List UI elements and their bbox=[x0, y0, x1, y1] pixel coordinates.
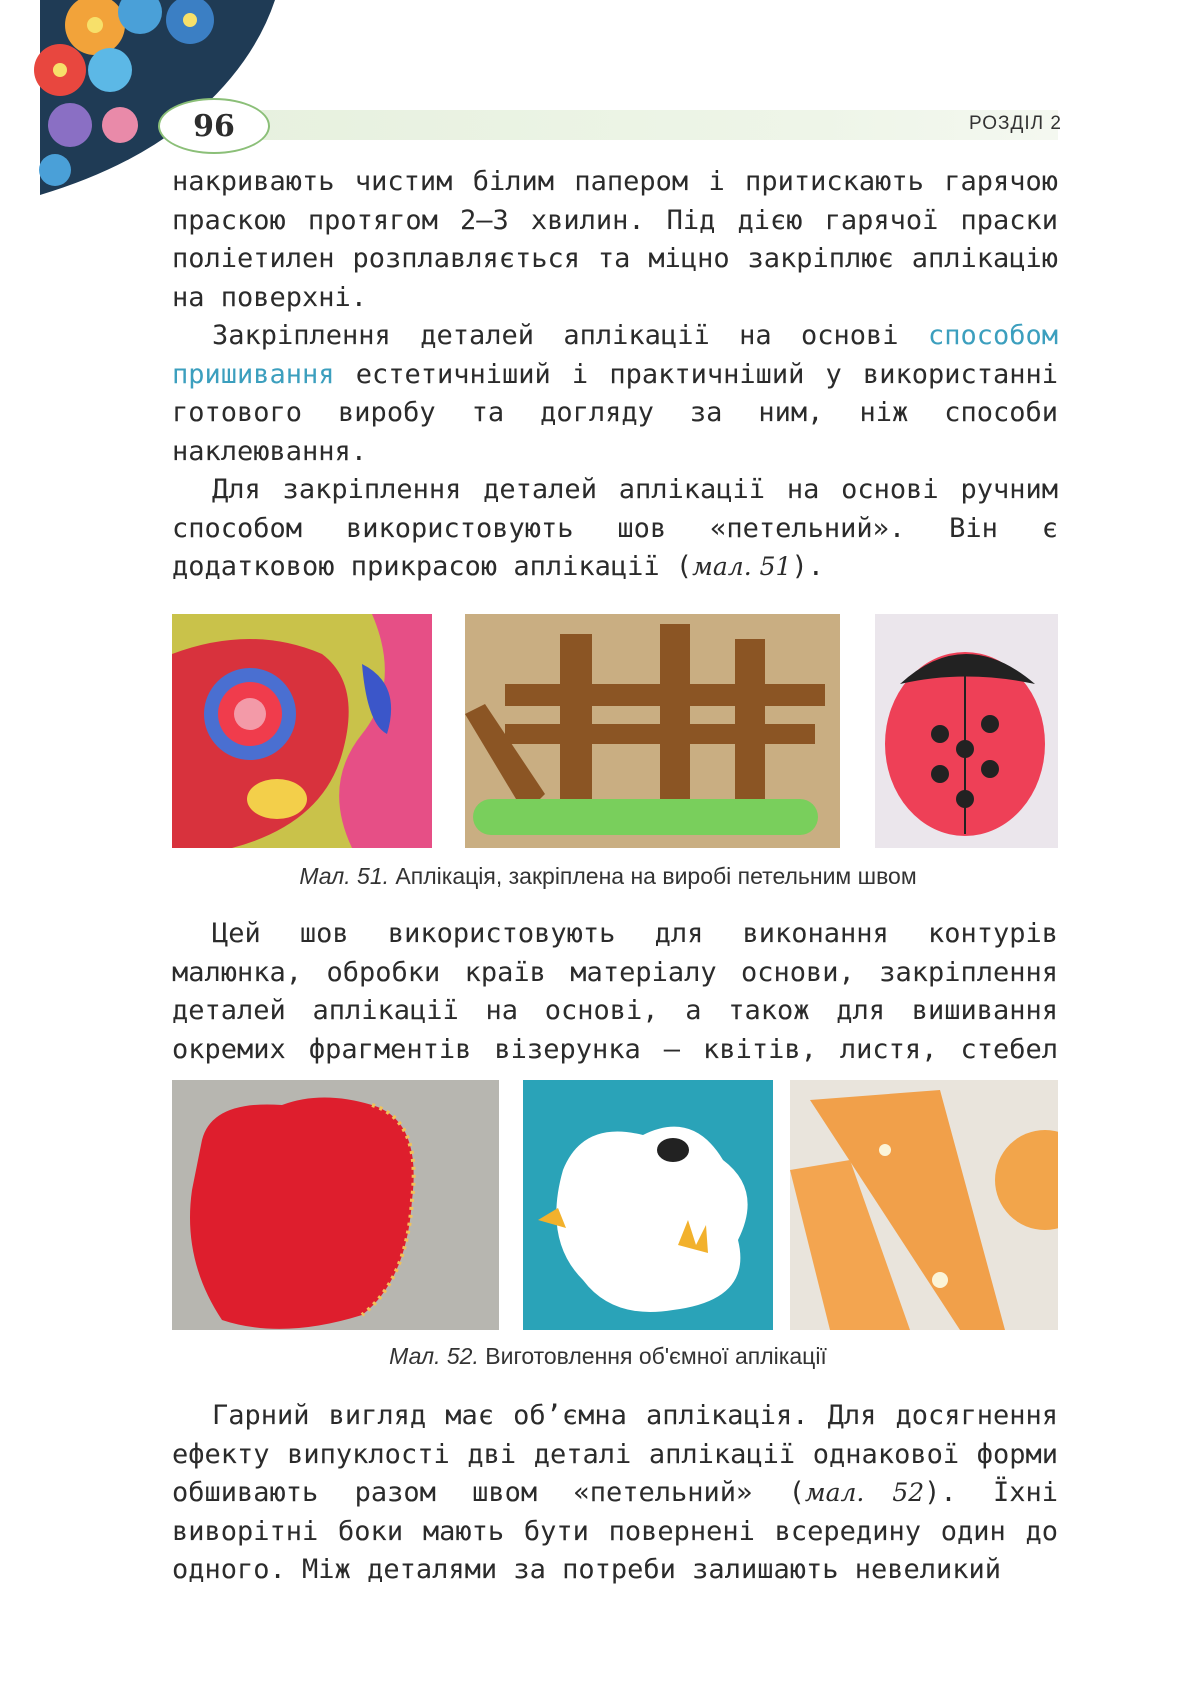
paragraph-2: Закріплення деталей аплікації на основі способом пришивання естетичніший і практичніший у використанні готового виробу та догляду за ним, ніж способи наклеювання. bbox=[172, 320, 1058, 467]
page-number: 96 bbox=[193, 108, 235, 144]
paragraph-4: Цей шов використовують для виконання контурів малюнка, обробки країв матеріалу основи, закріплення деталей аплікації на основі, а також для вишивання окремих фрагментів візерунка — квітів, листя, стебел bbox=[172, 918, 1058, 1065]
text-block-bottom bbox=[172, 1397, 1058, 1590]
figure-52-caption: Мал. 52. Виготовлення об'ємної аплікації bbox=[389, 1343, 827, 1369]
header-band bbox=[250, 110, 1058, 140]
fig52-photo-apple bbox=[172, 1080, 499, 1330]
text-block-middle bbox=[172, 915, 1058, 1108]
figure-reference: мал. 51 bbox=[692, 552, 792, 581]
figure-reference: мал. 52 bbox=[804, 1478, 925, 1507]
figure-51-caption: Мал. 51. Аплікація, закріплена на виробі петельним швом bbox=[299, 863, 917, 889]
paragraph-3: Для закріплення деталей аплікації на основі ручним способом використовують шов «петельний». Він є додатковою прикрасою аплікації (мал. 51). bbox=[172, 474, 1058, 582]
paragraph-5: Гарний вигляд має об’ємна аплікація. Для досягнення ефекту випуклості дві деталі аплікації однакової форми обшивають разом швом «петельний» (мал. 52). Їхні виворітні боки мають бути повернені всередину один до одного. Між деталями за потреби залишають невеликий bbox=[172, 1400, 1059, 1585]
fig51-photo-ladybug bbox=[875, 614, 1058, 848]
text-block-top bbox=[172, 163, 1058, 587]
page-number-badge bbox=[158, 98, 270, 154]
fig52-photo-sheep bbox=[523, 1080, 773, 1330]
paragraph-1: накривають чистим білим папером і притискають гарячою праскою протягом 2—3 хвилин. Під дією гарячої праски поліетилен розплавляється та міцно закріплює аплікацію на поверхні. bbox=[172, 166, 1058, 313]
section-label: РОЗДІЛ 2 bbox=[969, 113, 1062, 134]
highlighted-term: способом пришивання bbox=[172, 320, 1058, 390]
fig51-photo-fence bbox=[465, 614, 840, 848]
fig52-photo-carrot bbox=[790, 1080, 1058, 1330]
fig51-photo-butterfly bbox=[172, 614, 432, 848]
